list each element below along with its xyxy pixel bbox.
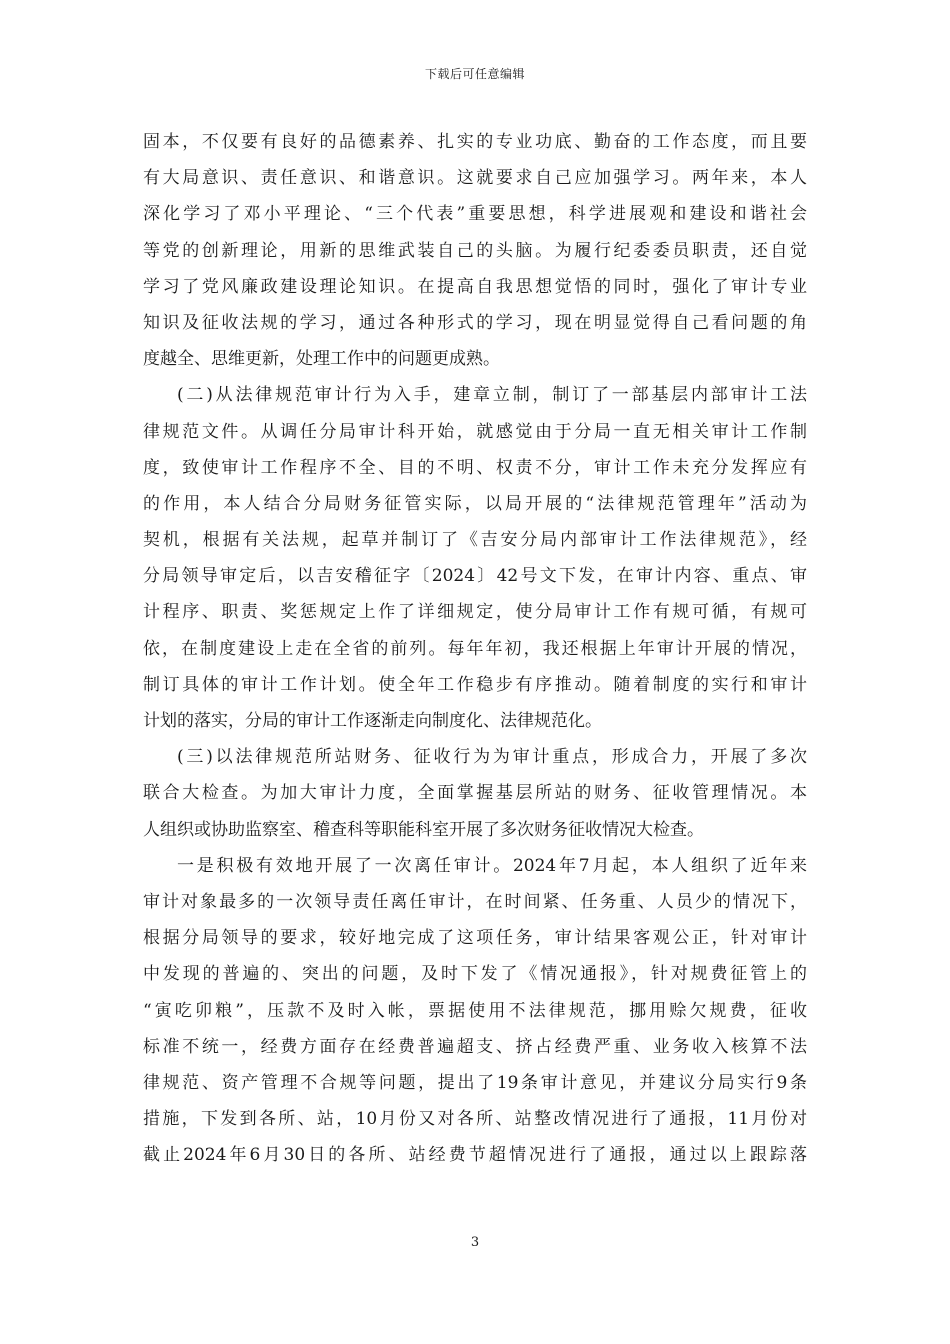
text-line: 中发现的普遍的、突出的问题，及时下发了《情况通报》，针对规费征管上的 [143, 964, 807, 985]
text-line: 计程序、职责、奖惩规定上作了详细规定，使分局审计工作有规可循，有规可 [143, 602, 807, 623]
text-line: 律规范、资产管理不合规等问题，提出了19条审计意见，并建议分局实行9条 [143, 1072, 807, 1093]
text-line: 契机，根据有关法规，起草并制订了《吉安分局内部审计工作法律规范》，经 [143, 530, 807, 551]
paragraph-start-line: 一是积极有效地开展了一次离任审计。2024年7月起，本人组织了近年来 [177, 855, 807, 876]
page-header: 下载后可任意编辑 [424, 67, 525, 81]
text-line: 固本，不仅要有良好的品德素养、扎实的专业功底、勤奋的工作态度，而且要 [143, 132, 807, 152]
text-line: 制订具体的审计工作计划。使全年工作稳步有序推动。随着制度的实行和审计 [143, 674, 807, 695]
text-line: 度越全、思维更新，处理工作中的问题更成熟。 [143, 349, 500, 370]
text-line: 度，致使审计工作程序不全、目的不明、权责不分，审计工作未充分发挥应有 [143, 457, 807, 478]
page-number: 3 [470, 1235, 480, 1250]
text-line: 学习了党风廉政建设理论知识。在提高自我思想觉悟的同时，强化了审计专业 [143, 276, 807, 297]
text-line: 深化学习了邓小平理论、“三个代表”重要思想，科学进展观和建设和谐社会 [143, 204, 807, 225]
text-line: 截止2024年6月30日的各所、站经费节超情况进行了通报，通过以上跟踪落 [143, 1145, 807, 1166]
text-line: 标准不统一，经费方面存在经费普遍超支、挤占经费严重、业务收入核算不法 [143, 1036, 807, 1057]
text-line: 人组织或协助监察室、稽查科等职能科室开展了多次财务征收情况大检查。 [143, 819, 704, 840]
text-line: 审计对象最多的一次领导责任离任审计，在时间紧、任务重、人员少的情况下， [143, 891, 807, 912]
paragraph-start-line: (三)以法律规范所站财务、征收行为为审计重点，形成合力，开展了多次 [177, 747, 807, 768]
paragraph-start-line: (二)从法律规范审计行为入手，建章立制，制订了一部基层内部审计工法 [177, 385, 807, 406]
text-line: 知识及征收法规的学习，通过各种形式的学习，现在明显觉得自己看问题的角 [143, 312, 807, 333]
text-line: 分局领导审定后，以吉安稽征字〔2024〕42号文下发，在审计内容、重点、审 [143, 566, 807, 587]
text-line: 计划的落实，分局的审计工作逐渐走向制度化、法律规范化。 [143, 711, 602, 731]
text-line: 措施，下发到各所、站，10月份又对各所、站整改情况进行了通报，11月份对 [143, 1109, 807, 1130]
text-line: 的作用，本人结合分局财务征管实际，以局开展的“法律规范管理年”活动为 [143, 493, 807, 514]
text-line: 有大局意识、责任意识、和谐意识。这就要求自己应加强学习。两年来，本人 [143, 168, 807, 189]
text-line: 依，在制度建设上走在全省的前列。每年年初，我还根据上年审计开展的情况， [143, 638, 807, 659]
text-line: 根据分局领导的要求，较好地完成了这项任务，审计结果客观公正，针对审计 [143, 928, 807, 949]
text-line: 律规范文件。从调任分局审计科开始，就感觉由于分局一直无相关审计工作制 [143, 421, 807, 442]
text-line: 联合大检查。为加大审计力度，全面掌握基层所站的财务、征收管理情况。本 [143, 783, 807, 804]
text-line: 等党的创新理论，用新的思维武装自己的头脑。为履行纪委委员职责，还自觉 [143, 240, 807, 261]
text-line: “寅吃卯粮”，压款不及时入帐，票据使用不法律规范，挪用赊欠规费，征收 [143, 1000, 807, 1021]
document-body [143, 124, 807, 1173]
